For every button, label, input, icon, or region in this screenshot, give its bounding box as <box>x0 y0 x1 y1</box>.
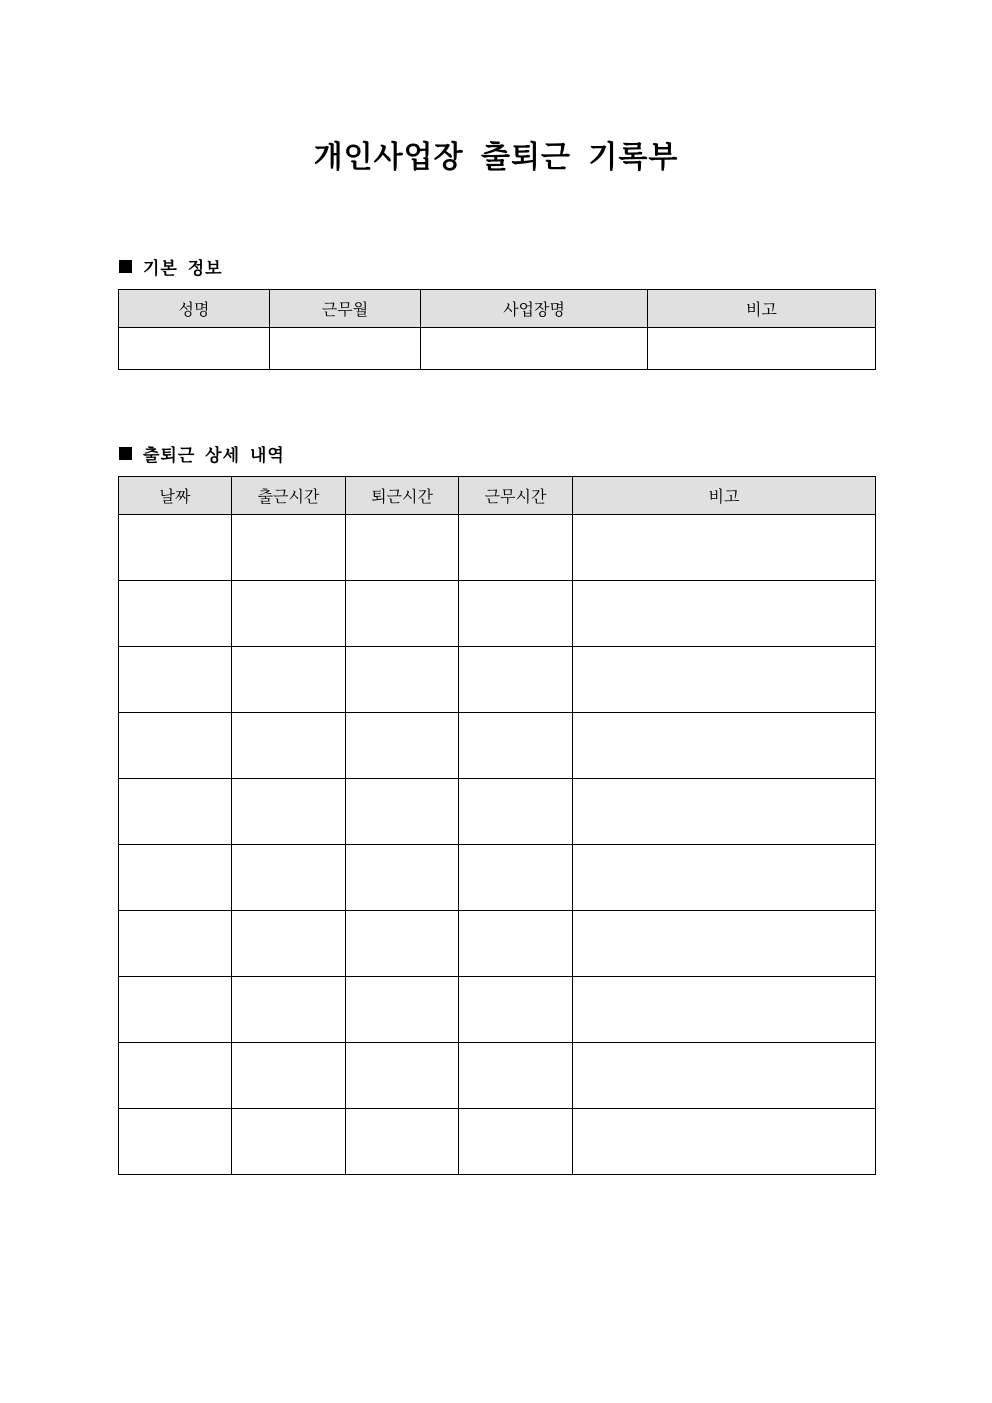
clock-in-cell[interactable] <box>232 581 346 647</box>
work-hours-cell[interactable] <box>459 977 573 1043</box>
remarks-cell[interactable] <box>573 977 876 1043</box>
remarks-cell[interactable] <box>648 328 876 370</box>
date-cell[interactable] <box>119 911 232 977</box>
work-hours-cell[interactable] <box>459 1043 573 1109</box>
clock-in-cell[interactable] <box>232 845 346 911</box>
table-row <box>119 713 876 779</box>
remarks-cell[interactable] <box>573 779 876 845</box>
header-date: 날짜 <box>119 477 232 515</box>
clock-in-cell[interactable] <box>232 647 346 713</box>
basic-info-heading <box>119 254 223 279</box>
clock-out-cell[interactable] <box>346 581 459 647</box>
remarks-cell[interactable] <box>573 581 876 647</box>
workplace-name-cell[interactable] <box>421 328 648 370</box>
square-bullet-icon <box>119 260 132 273</box>
work-hours-cell[interactable] <box>459 845 573 911</box>
work-hours-cell[interactable] <box>459 515 573 581</box>
date-cell[interactable] <box>119 713 232 779</box>
detail-heading-label: 출퇴근 상세 내역 <box>143 446 285 466</box>
clock-in-cell[interactable] <box>232 1043 346 1109</box>
clock-in-cell[interactable] <box>232 911 346 977</box>
basic-info-heading-label: 기본 정보 <box>143 259 223 279</box>
detail-header-row <box>119 477 876 515</box>
clock-in-cell[interactable] <box>232 1109 346 1175</box>
date-cell[interactable] <box>119 647 232 713</box>
date-cell[interactable] <box>119 845 232 911</box>
clock-out-cell[interactable] <box>346 977 459 1043</box>
work-hours-cell[interactable] <box>459 779 573 845</box>
header-name: 성명 <box>119 290 270 328</box>
date-cell[interactable] <box>119 581 232 647</box>
date-cell[interactable] <box>119 977 232 1043</box>
remarks-cell[interactable] <box>573 713 876 779</box>
clock-out-cell[interactable] <box>346 845 459 911</box>
remarks-cell[interactable] <box>573 515 876 581</box>
remarks-cell[interactable] <box>573 1043 876 1109</box>
date-cell[interactable] <box>119 779 232 845</box>
header-workplace-name: 사업장명 <box>421 290 648 328</box>
clock-out-cell[interactable] <box>346 647 459 713</box>
table-row <box>119 1043 876 1109</box>
clock-in-cell[interactable] <box>232 713 346 779</box>
table-row <box>119 911 876 977</box>
work-month-cell[interactable] <box>270 328 421 370</box>
header-clock-in: 출근시간 <box>232 477 346 515</box>
work-hours-cell[interactable] <box>459 647 573 713</box>
table-row <box>119 1109 876 1175</box>
table-row <box>119 581 876 647</box>
work-hours-cell[interactable] <box>459 911 573 977</box>
clock-in-cell[interactable] <box>232 779 346 845</box>
detail-heading <box>119 441 285 466</box>
remarks-cell[interactable] <box>573 845 876 911</box>
clock-in-cell[interactable] <box>232 977 346 1043</box>
table-row <box>119 779 876 845</box>
header-work-hours: 근무시간 <box>459 477 573 515</box>
header-remarks: 비고 <box>573 477 876 515</box>
page-title: 개인사업장 출퇴근 기록부 <box>313 140 679 175</box>
remarks-cell[interactable] <box>573 647 876 713</box>
remarks-cell[interactable] <box>573 1109 876 1175</box>
basic-info-header-row <box>119 290 876 328</box>
clock-out-cell[interactable] <box>346 911 459 977</box>
table-row <box>119 845 876 911</box>
work-hours-cell[interactable] <box>459 713 573 779</box>
date-cell[interactable] <box>119 515 232 581</box>
clock-out-cell[interactable] <box>346 713 459 779</box>
clock-out-cell[interactable] <box>346 779 459 845</box>
table-row <box>119 647 876 713</box>
square-bullet-icon <box>119 447 132 460</box>
clock-out-cell[interactable] <box>346 1043 459 1109</box>
header-work-month: 근무월 <box>270 290 421 328</box>
table-row <box>119 515 876 581</box>
remarks-cell[interactable] <box>573 911 876 977</box>
header-clock-out: 퇴근시간 <box>346 477 459 515</box>
name-cell[interactable] <box>119 328 270 370</box>
basic-info-row <box>119 328 876 370</box>
clock-out-cell[interactable] <box>346 1109 459 1175</box>
work-hours-cell[interactable] <box>459 581 573 647</box>
work-hours-cell[interactable] <box>459 1109 573 1175</box>
clock-in-cell[interactable] <box>232 515 346 581</box>
table-row <box>119 977 876 1043</box>
clock-out-cell[interactable] <box>346 515 459 581</box>
attendance-detail-table <box>118 476 876 1175</box>
date-cell[interactable] <box>119 1043 232 1109</box>
basic-info-table <box>118 289 876 370</box>
date-cell[interactable] <box>119 1109 232 1175</box>
header-remarks: 비고 <box>648 290 876 328</box>
